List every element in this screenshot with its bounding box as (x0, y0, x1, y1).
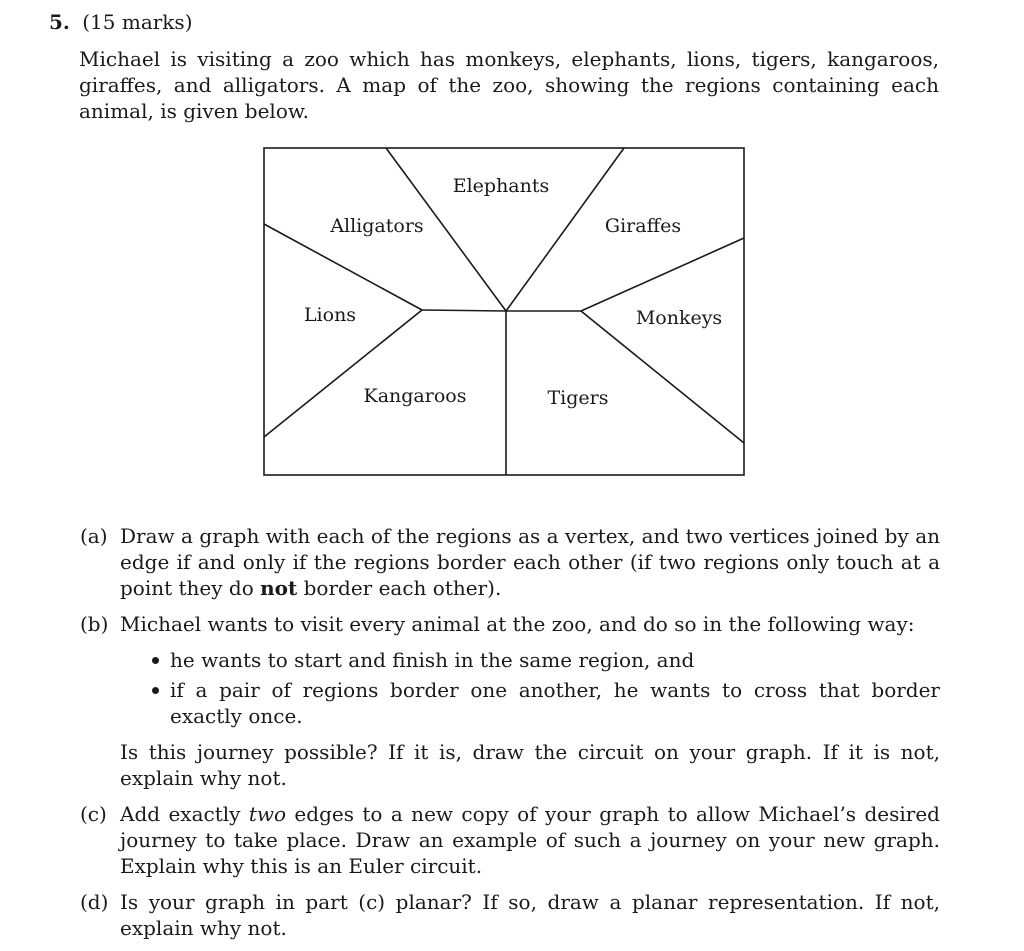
part-b-followup: Is this journey possible? If it is, draw the circuit on your graph. If it is not, explain why not. (120, 740, 940, 790)
region-label-giraffes: Giraffes (604, 215, 682, 237)
part-c (80, 801, 940, 879)
question-number: 5. (49, 10, 70, 34)
map-boundary (581, 238, 744, 311)
part-a-text-end: border each other). (297, 576, 502, 600)
part-c-text: Add exactly (120, 802, 249, 826)
part-b (80, 611, 940, 791)
part-a-emphasis: not (260, 576, 298, 600)
part-label: (b) (80, 612, 109, 636)
list-item: he wants to start and finish in the same region, and (150, 647, 940, 673)
part-b-text: Michael wants to visit every animal at the zoo, and do so in the following way: (120, 612, 915, 636)
part-a (80, 523, 940, 601)
question-marks: (15 marks) (82, 10, 193, 34)
list-item: if a pair of regions border one another, he wants to cross that border exactly once. (150, 677, 940, 729)
part-d-text: Is your graph in part (c) planar? If so, draw a planar representation. If not, explain why not. (120, 890, 940, 940)
part-label: (d) (80, 890, 109, 914)
part-a-text: Draw a graph with each of the regions as a vertex, and two vertices joined by an edge if and only if the regions border each other (if two regions only touch at a point they do (120, 524, 940, 600)
part-c-emphasis: two (248, 802, 287, 826)
question-parts (80, 523, 940, 951)
region-label-monkeys: Monkeys (635, 307, 723, 329)
region-label-alligators: Alligators (330, 215, 424, 237)
part-b-bullets (120, 647, 940, 729)
part-d (80, 889, 940, 941)
map-boundary (422, 310, 506, 311)
part-c-text-end: edges to a new copy of your graph to allow Michael’s desired journey to take place. Draw an example of such a journey on your new graph. Explain why this is an Euler circuit. (120, 802, 940, 878)
part-label: (c) (80, 802, 107, 826)
map-boundary (264, 310, 422, 437)
region-label-elephants: Elephants (452, 175, 550, 197)
map-boundary (581, 311, 744, 443)
region-label-lions: Lions (303, 304, 357, 326)
part-label: (a) (80, 524, 108, 548)
region-label-kangaroos: Kangaroos (363, 385, 467, 407)
region-label-tigers: Tigers (547, 387, 609, 409)
question-intro: Michael is visiting a zoo which has monkeys, elephants, lions, tigers, kangaroos, giraffes, and alligators. A map of the zoo, showing the regions containing each animal, is given below. (79, 47, 939, 123)
